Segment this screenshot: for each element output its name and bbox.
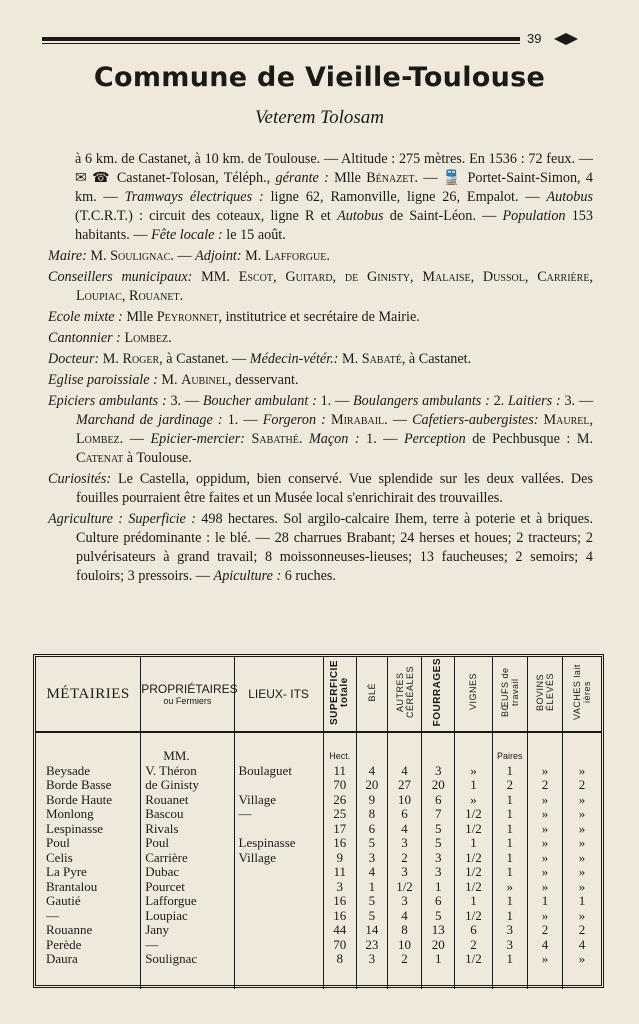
cell-autres-cereales: 10 xyxy=(387,938,421,953)
cell-bovins: » xyxy=(527,807,562,822)
table-row xyxy=(36,880,601,895)
col-superficie: SUPERFICIE totale xyxy=(323,657,356,732)
cell-fourrages: 20 xyxy=(422,778,455,793)
cell-bovins: 2 xyxy=(527,778,562,793)
col-vignes: VIGNES xyxy=(455,657,492,732)
cell-metairie: Rouanne xyxy=(36,923,141,938)
cell-metairie: Lespinasse xyxy=(36,822,141,837)
cell-metairie: Monlong xyxy=(36,807,141,822)
cell-superficie: 16 xyxy=(323,909,356,924)
cell-superficie: 9 xyxy=(323,851,356,866)
col-ble: BLÉ xyxy=(356,657,387,732)
cell-autres-cereales: 4 xyxy=(387,822,421,837)
cell-metairie: Borde Basse xyxy=(36,778,141,793)
cell-vignes: 1/2 xyxy=(455,952,492,967)
cell-ble: 20 xyxy=(356,778,387,793)
cell-lieu xyxy=(234,894,323,909)
cell-ble: 5 xyxy=(356,836,387,851)
table-row xyxy=(36,923,601,938)
maire-line: Maire: M. Soulignac. — Adjoint: M. Lafforgue. xyxy=(48,248,330,264)
cell-bovins: 1 xyxy=(527,894,562,909)
cell-lieu xyxy=(234,952,323,967)
cell-autres-cereales: 27 xyxy=(387,778,421,793)
cell-fourrages: 5 xyxy=(422,909,455,924)
page-number: 39 xyxy=(527,31,542,46)
cell-vignes: 6 xyxy=(455,923,492,938)
cell-superficie: 8 xyxy=(323,952,356,967)
cell-lieu xyxy=(234,778,323,793)
intro-paragraph: à 6 km. de Castanet, à 10 km. de Toulouse. — Altitude : 275 mètres. En 1536 : 72 feux. — ✉ ☎ Castanet-Tolosan, Téléph., gérante : Mlle Bénazet. — 🚆 Portet-Saint-Simon, 4 km. — Tramways électriques : ligne 62, Ramonville, ligne 26, Empalot. — Autobus (T.C.R.T.) : circuit des coteaux, ligne R et Autobus de Saint-Léon. — Population 153 habitants. — Fête locale : le 15 août. xyxy=(75,151,593,243)
cell-bovins: » xyxy=(527,880,562,895)
eglise-line: Eglise paroissiale : M. Aubinel, desservant. xyxy=(48,372,299,388)
cell-proprietaire: Jany xyxy=(141,923,234,938)
cell-boeufs: 1 xyxy=(492,793,527,808)
cell-superficie: 70 xyxy=(323,938,356,953)
cell-proprietaire: Carrière xyxy=(141,851,234,866)
cell-bovins: 4 xyxy=(527,938,562,953)
cell-bovins: » xyxy=(527,793,562,808)
cell-vaches: » xyxy=(578,879,586,894)
cell-metairie: Brantalou xyxy=(36,880,141,895)
cell-vaches: 4 xyxy=(578,937,586,952)
cell-vignes: 1/2 xyxy=(455,851,492,866)
cell-superficie: 3 xyxy=(323,880,356,895)
col-autres-cereales: AUTRES CÉRÉALES xyxy=(387,657,421,732)
cantonnier-line: Cantonnier : Lombez. xyxy=(48,330,172,346)
cell-metairie: Gautié xyxy=(36,894,141,909)
cell-ble: 4 xyxy=(356,865,387,880)
cell-bovins: » xyxy=(527,822,562,837)
col-metairies: MÉTAIRIES xyxy=(36,657,141,732)
cell-bovins: » xyxy=(527,764,562,779)
cell-lieu: Lespinasse xyxy=(234,836,323,851)
cell-lieu: Village xyxy=(234,793,323,808)
cell-ble: 6 xyxy=(356,822,387,837)
table-header-row xyxy=(36,657,601,732)
cell-lieu xyxy=(234,923,323,938)
cell-vaches: » xyxy=(578,836,586,850)
cell-superficie: 17 xyxy=(323,822,356,837)
cell-vaches: » xyxy=(578,821,586,836)
page-title: Commune de Vieille-Toulouse xyxy=(93,62,546,93)
cell-lieu: — xyxy=(234,807,323,822)
cell-lieu xyxy=(234,865,323,880)
cell-fourrages: 13 xyxy=(422,923,455,938)
cell-metairie: La Pyre xyxy=(36,865,141,880)
cell-autres-cereales: 2 xyxy=(387,952,421,967)
cell-ble: 5 xyxy=(356,909,387,924)
cell-boeufs: 1 xyxy=(492,952,527,967)
table-row xyxy=(36,807,601,822)
cell-vignes: 1/2 xyxy=(455,909,492,924)
cell-metairie: Borde Haute xyxy=(36,793,141,808)
page-subtitle: Veterem Tolosam xyxy=(255,107,384,128)
cell-vaches: » xyxy=(578,865,586,879)
cell-boeufs: 3 xyxy=(492,923,527,938)
commune-description xyxy=(48,150,593,588)
cell-lieu xyxy=(234,938,323,953)
table-row xyxy=(36,822,601,837)
table-row xyxy=(36,909,601,924)
cell-vignes: 1/2 xyxy=(455,880,492,895)
cell-boeufs: 1 xyxy=(492,909,527,924)
table-row xyxy=(36,836,601,851)
cell-vignes: » xyxy=(455,764,492,779)
cell-proprietaire: Pourcet xyxy=(141,880,234,895)
cell-autres-cereales: 1/2 xyxy=(387,880,421,895)
cell-vaches: 2 xyxy=(578,778,586,792)
unit-hect: Hect. xyxy=(323,749,356,764)
cell-fourrages: 5 xyxy=(422,822,455,837)
cell-boeufs: 1 xyxy=(492,807,527,822)
cell-proprietaire: Rivals xyxy=(141,822,234,837)
cell-bovins: » xyxy=(527,952,562,967)
cell-ble: 9 xyxy=(356,793,387,808)
cell-ble: 3 xyxy=(356,851,387,866)
cell-vaches: » xyxy=(578,952,586,966)
cell-proprietaire: Lafforgue xyxy=(141,894,234,909)
cell-vaches: 2 xyxy=(578,923,586,937)
fill-row xyxy=(36,967,601,989)
cell-fourrages: 5 xyxy=(422,836,455,851)
cell-vaches: » xyxy=(578,763,586,778)
cell-vignes: » xyxy=(455,793,492,808)
cell-proprietaire: Soulignac xyxy=(141,952,234,967)
cell-proprietaire: Loupiac xyxy=(141,909,234,924)
cell-vaches: » xyxy=(578,908,586,923)
cell-ble: 14 xyxy=(356,923,387,938)
cell-ble: 1 xyxy=(356,880,387,895)
cell-fourrages: 6 xyxy=(422,894,455,909)
table-row xyxy=(36,764,601,779)
cell-lieu xyxy=(234,880,323,895)
cell-metairie: Beysade xyxy=(36,764,141,779)
cell-proprietaire: Poul xyxy=(141,836,234,851)
cell-fourrages: 1 xyxy=(422,952,455,967)
cell-vignes: 1 xyxy=(455,778,492,793)
cell-proprietaire: de Ginisty xyxy=(141,778,234,793)
col-proprietaires: PROPRIÉTAIRES ou Fermiers xyxy=(141,657,234,732)
cell-vignes: 1/2 xyxy=(455,865,492,880)
unit-mm: MM. xyxy=(141,749,234,764)
cell-boeufs: 1 xyxy=(492,851,527,866)
cell-superficie: 11 xyxy=(323,764,356,779)
cell-autres-cereales: 8 xyxy=(387,923,421,938)
diamond-ornament-icon xyxy=(554,33,566,45)
header-rule-thin xyxy=(42,43,520,44)
diamond-ornament-icon-right xyxy=(566,33,578,45)
cell-ble: 5 xyxy=(356,894,387,909)
cell-boeufs: 1 xyxy=(492,894,527,909)
cell-autres-cereales: 3 xyxy=(387,836,421,851)
cell-fourrages: 6 xyxy=(422,793,455,808)
cell-fourrages: 1 xyxy=(422,880,455,895)
commerces-paragraph: Epiciers ambulants : 3. — Boucher ambulant : 1. — Boulangers ambulants : 2. Laitiers : 3. — Marchand de jardinage : 1. — Forgeron : Mirabail. — Cafetiers-aubergistes: Maurel, Lombez. — Epicier-mercier: Sabathé. Maçon : 1. — Perception de Pechbusque : M. Catenat à Toulouse. xyxy=(48,393,594,466)
header-rule xyxy=(42,37,520,41)
cell-vaches: » xyxy=(578,850,586,865)
cell-vignes: 1 xyxy=(455,894,492,909)
cell-proprietaire: V. Théron xyxy=(141,764,234,779)
cell-superficie: 11 xyxy=(323,865,356,880)
cell-autres-cereales: 4 xyxy=(387,764,421,779)
col-lieux: LIEUX- ITS xyxy=(234,657,323,732)
cell-ble: 4 xyxy=(356,764,387,779)
col-vaches: VACHES lait ières xyxy=(563,657,601,732)
cell-metairie: — xyxy=(36,909,141,924)
cell-bovins: » xyxy=(527,909,562,924)
cell-boeufs: 1 xyxy=(492,836,527,851)
cell-vignes: 1 xyxy=(455,836,492,851)
cell-metairie: Daura xyxy=(36,952,141,967)
cell-autres-cereales: 3 xyxy=(387,865,421,880)
cell-boeufs: 3 xyxy=(492,938,527,953)
cell-proprietaire: Rouanet xyxy=(141,793,234,808)
cell-metairie: Perède xyxy=(36,938,141,953)
cell-ble: 23 xyxy=(356,938,387,953)
cell-autres-cereales: 3 xyxy=(387,894,421,909)
cell-superficie: 70 xyxy=(323,778,356,793)
cell-vaches: » xyxy=(578,807,586,821)
unit-paires: Paires xyxy=(492,749,527,764)
cell-vaches: » xyxy=(578,792,586,807)
docteur-line: Docteur: M. Roger, à Castanet. — Médecin-vétér.: M. Sabaté, à Castanet. xyxy=(48,351,472,367)
cell-lieu xyxy=(234,822,323,837)
cell-boeufs: » xyxy=(492,880,527,895)
col-bovins: BOVINS ÉLEVÉS xyxy=(527,657,562,732)
ecole-line: Ecole mixte : Mlle Peyronnet, institutrice et secrétaire de Mairie. xyxy=(48,309,420,325)
cell-lieu: Boulaguet xyxy=(234,764,323,779)
cell-boeufs: 1 xyxy=(492,764,527,779)
cell-proprietaire: Dubac xyxy=(141,865,234,880)
table-row xyxy=(36,952,601,967)
cell-boeufs: 2 xyxy=(492,778,527,793)
cell-bovins: 2 xyxy=(527,923,562,938)
table-row xyxy=(36,851,601,866)
spacer-row xyxy=(36,732,601,749)
cell-metairie: Celis xyxy=(36,851,141,866)
table-row xyxy=(36,793,601,808)
cell-autres-cereales: 6 xyxy=(387,807,421,822)
metairies-table xyxy=(33,654,604,988)
cell-fourrages: 3 xyxy=(422,764,455,779)
conseillers-line: Conseillers municipaux: MM. Escot, Guitard, de Ginisty, Malaise, Dussol, Carrière, Loupiac, Rouanet. xyxy=(48,269,593,304)
cell-proprietaire: Bascou xyxy=(141,807,234,822)
curiosites-paragraph: Curiosités: Le Castella, oppidum, bien conservé. Vue splendide sur les deux vallées. Des fouilles pourraient être faites et un Musée local s'enrichirait des trouvailles. xyxy=(48,471,593,506)
cell-superficie: 16 xyxy=(323,894,356,909)
cell-bovins: » xyxy=(527,851,562,866)
units-row xyxy=(36,749,601,764)
cell-autres-cereales: 2 xyxy=(387,851,421,866)
cell-autres-cereales: 10 xyxy=(387,793,421,808)
cell-fourrages: 3 xyxy=(422,851,455,866)
table-row xyxy=(36,894,601,909)
cell-vignes: 2 xyxy=(455,938,492,953)
cell-vignes: 1/2 xyxy=(455,807,492,822)
cell-fourrages: 20 xyxy=(422,938,455,953)
cell-fourrages: 7 xyxy=(422,807,455,822)
col-fourrages: FOURRAGES xyxy=(422,657,455,732)
table-row xyxy=(36,778,601,793)
cell-bovins: » xyxy=(527,865,562,880)
cell-superficie: 25 xyxy=(323,807,356,822)
cell-metairie: Poul xyxy=(36,836,141,851)
cell-lieu xyxy=(234,909,323,924)
cell-boeufs: 1 xyxy=(492,865,527,880)
table-row xyxy=(36,938,601,953)
col-boeufs: BŒUFS de travail xyxy=(492,657,527,732)
cell-ble: 8 xyxy=(356,807,387,822)
cell-superficie: 26 xyxy=(323,793,356,808)
cell-vignes: 1/2 xyxy=(455,822,492,837)
cell-superficie: 16 xyxy=(323,836,356,851)
cell-proprietaire: — xyxy=(141,938,234,953)
cell-ble: 3 xyxy=(356,952,387,967)
cell-superficie: 44 xyxy=(323,923,356,938)
cell-bovins: » xyxy=(527,836,562,851)
cell-vaches: 1 xyxy=(578,894,586,908)
cell-lieu: Village xyxy=(234,851,323,866)
cell-autres-cereales: 4 xyxy=(387,909,421,924)
table-row xyxy=(36,865,601,880)
cell-fourrages: 3 xyxy=(422,865,455,880)
cell-boeufs: 1 xyxy=(492,822,527,837)
agriculture-paragraph: Agriculture : Superficie : 498 hectares. Sol argilo-calcaire Ihem, terre à poterie et à briques. Culture prédominante : le blé. — 28 charrues Brabant; 24 herses et houes; 2 tracteurs; 2 pulvérisateurs à grand travail; 8 moissonneuses-lieuses; 13 faucheuses; 2 semoirs; 4 fouloirs; 3 pressoirs. — Apiculture : 6 ruches. xyxy=(48,511,593,584)
